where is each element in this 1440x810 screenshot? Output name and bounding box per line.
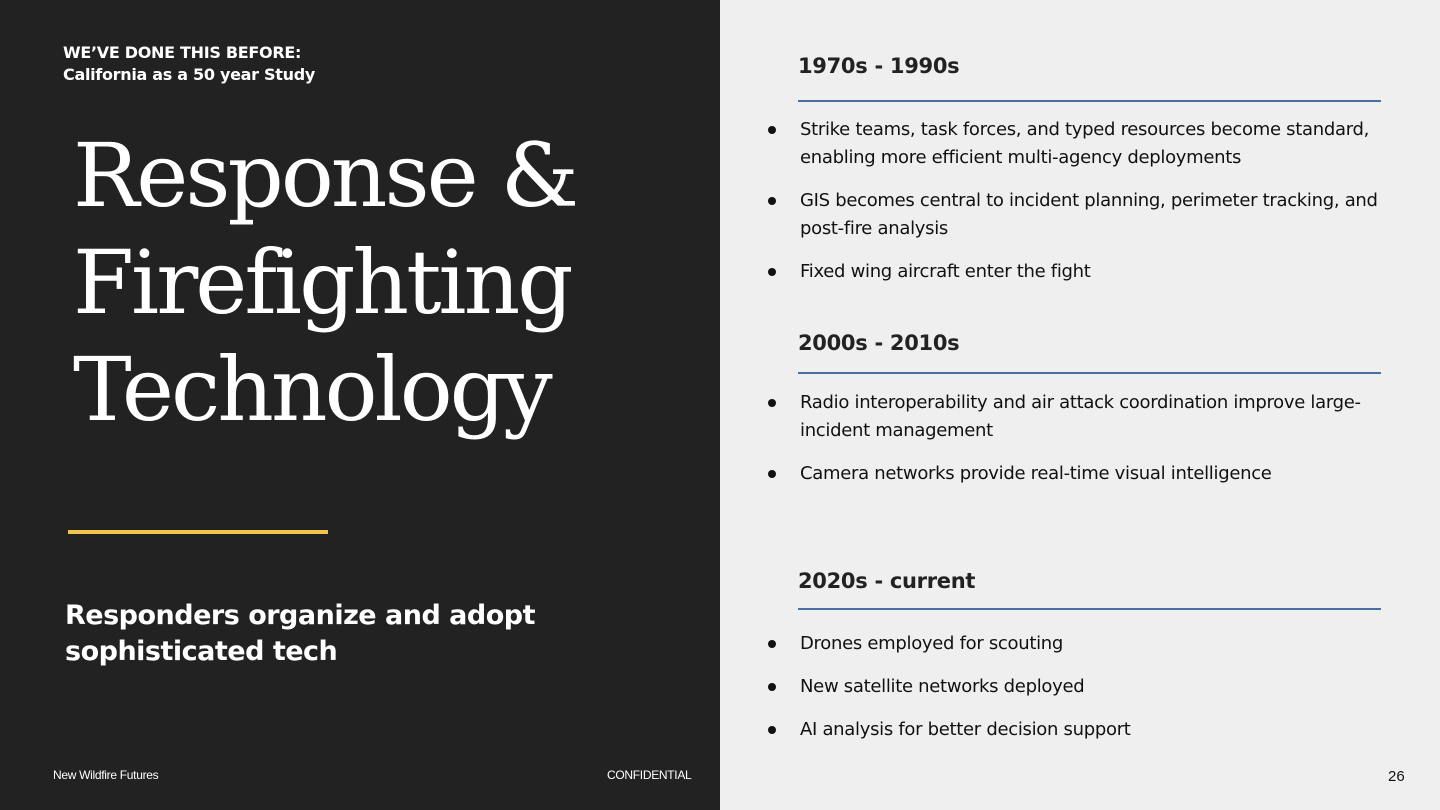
accent-bar: [68, 530, 328, 534]
list-item: [766, 116, 1396, 172]
list-item-text: Radio interoperability and air attack coordination improve large-incident management: [800, 392, 1361, 441]
eyebrow: [63, 42, 315, 86]
eyebrow-line-1: WE’VE DONE THIS BEFORE:: [63, 43, 302, 62]
bullet-icon: [768, 726, 776, 734]
title-line-1: Response &: [73, 124, 577, 227]
bullet-icon: [768, 683, 776, 691]
title-line-3: Technology: [73, 338, 550, 441]
title-line-2: Firefighting: [73, 231, 571, 334]
era-divider-3: [798, 608, 1381, 610]
list-item: [766, 187, 1396, 243]
list-item-text: New satellite networks deployed: [800, 676, 1085, 697]
list-item-text: AI analysis for better decision support: [800, 719, 1131, 740]
list-item-text: Drones employed for scouting: [800, 633, 1064, 654]
era-list-2000s-2010s: [766, 389, 1396, 503]
era-heading-2000s-2010s: 2000s - 2010s: [798, 331, 960, 355]
footer-confidential: CONFIDENTIAL: [607, 768, 692, 782]
list-item-text: Fixed wing aircraft enter the fight: [800, 261, 1091, 282]
era-list-1970s-1990s: [766, 116, 1396, 301]
subtitle-line-2: sophisticated tech: [65, 636, 338, 667]
era-divider-1: [798, 100, 1381, 102]
list-item-text: Camera networks provide real-time visual intelligence: [800, 463, 1272, 484]
list-item-text: Strike teams, task forces, and typed resources become standard, enabling more efficient multi-agency deployments: [800, 119, 1370, 168]
list-item: [766, 716, 1396, 744]
slide-title: [73, 122, 576, 443]
era-heading-2020s-current: 2020s - current: [798, 569, 976, 593]
bullet-icon: [768, 399, 776, 407]
bullet-icon: [768, 640, 776, 648]
eyebrow-line-2: California as a 50 year Study: [63, 65, 315, 84]
bullet-icon: [768, 197, 776, 205]
list-item: [766, 630, 1396, 658]
page-number: 26: [1388, 768, 1405, 785]
list-item: [766, 673, 1396, 701]
list-item: [766, 258, 1396, 286]
bullet-icon: [768, 126, 776, 134]
list-item: [766, 460, 1396, 488]
subtitle-line-1: Responders organize and adopt: [65, 600, 536, 631]
list-item-text: GIS becomes central to incident planning, perimeter tracking, and post-fire analysis: [800, 190, 1378, 239]
bullet-icon: [768, 268, 776, 276]
era-divider-2: [798, 372, 1381, 374]
footer-brand: New Wildfire Futures: [53, 768, 159, 782]
slide-subtitle: [65, 598, 625, 670]
era-heading-1970s-1990s: 1970s - 1990s: [798, 54, 960, 78]
list-item: [766, 389, 1396, 445]
bullet-icon: [768, 470, 776, 478]
era-list-2020s-current: [766, 630, 1396, 759]
